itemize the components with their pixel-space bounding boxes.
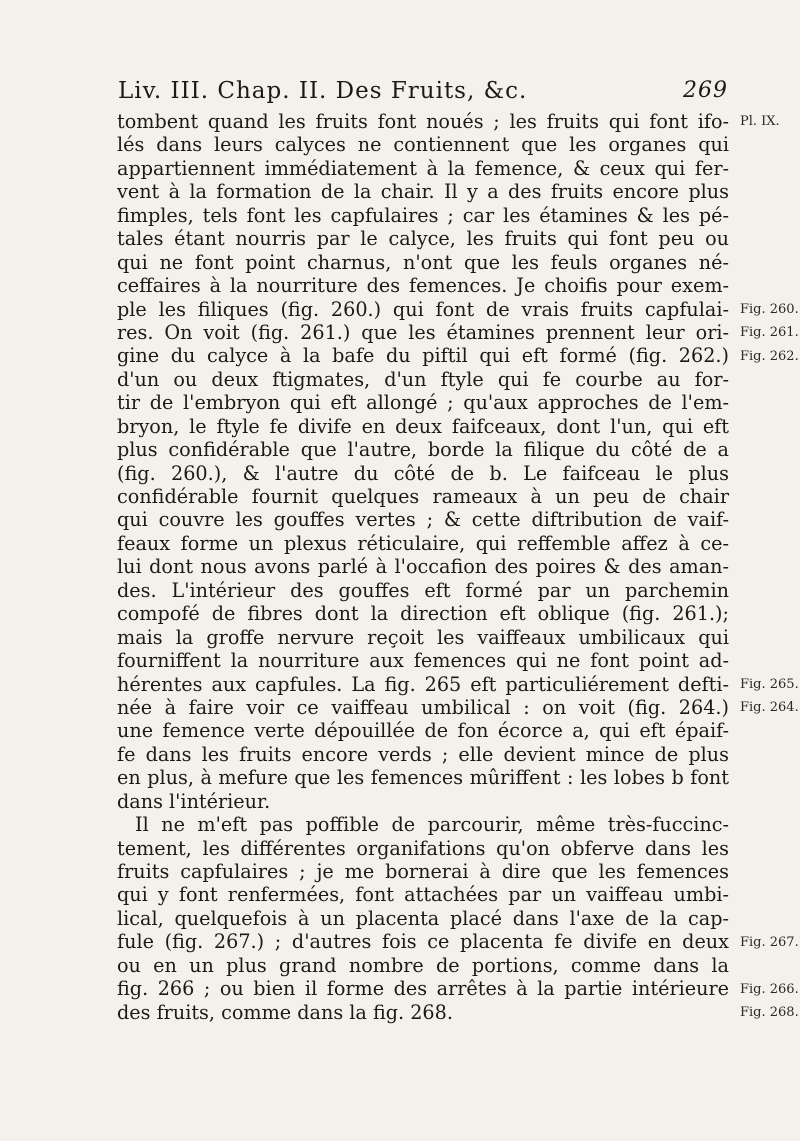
text-line: tales étant nourris par le calyce, les fruits qui font peu ou bbox=[117, 227, 729, 251]
running-title: Liv. III. Chap. II. Des Fruits, &c. bbox=[118, 78, 528, 104]
text-line: fruits capfulaires ; je me bornerai à dire que les femences bbox=[117, 860, 729, 883]
margin-figure-ref: Pl. IX. bbox=[740, 114, 780, 129]
text-line: hérentes aux capfules. La fig. 265 eft particuliérement defti- bbox=[117, 672, 729, 696]
margin-figure-ref: Fig. 266. bbox=[740, 981, 799, 997]
text-line: tombent quand les fruits font noués ; les fruits qui font ifo- bbox=[117, 110, 729, 133]
margin-figure-ref: Fig. 260. bbox=[740, 301, 799, 317]
text-line: tement, les différentes organifations qu'on obferve dans les bbox=[117, 836, 729, 860]
text-line: mais la groffe nervure reçoit les vaiffeaux umbilicaux qui bbox=[117, 625, 729, 649]
text-line: vent à la formation de la chair. Il y a des fruits encore plus bbox=[117, 180, 729, 204]
text-line: fourniffent la nourriture aux femences qui ne font point ad- bbox=[117, 649, 729, 673]
running-header bbox=[118, 76, 728, 106]
margin-figure-ref: Fig. 262. bbox=[740, 348, 799, 364]
text-line: lui dont nous avons parlé à l'occafion des poires & des aman- bbox=[117, 555, 729, 579]
page-number: 269 bbox=[683, 78, 728, 103]
text-line: appartiennent immédiatement à la femence, & ceux qui fer- bbox=[117, 156, 729, 180]
margin-figure-ref: Fig. 265. bbox=[740, 676, 799, 692]
text-line: feaux forme un plexus réticulaire, qui reffemble affez à ce- bbox=[117, 531, 729, 555]
text-line: née à faire voir ce vaiffeau umbilical : on voit (fig. 264.) bbox=[117, 695, 729, 719]
text-line: plus confidérable que l'autre, borde la filique du côté de a bbox=[117, 438, 729, 462]
text-line: gine du calyce à la bafe du piftil qui eft formé (fig. 262.) bbox=[117, 344, 729, 368]
text-line: tir de l'embryon qui eft allongé ; qu'aux approches de l'em- bbox=[117, 391, 729, 415]
text-line: fig. 266 ; ou bien il forme des arrêtes à la partie intérieure bbox=[117, 977, 729, 1001]
text-line: une femence verte dépouillée de fon écorce a, qui eft épaif- bbox=[117, 719, 729, 743]
text-line: ple les filiques (fig. 260.) qui font de vrais fruits capfulai- bbox=[117, 297, 729, 321]
text-line: fimples, tels font les capfulaires ; car les étamines & les pé- bbox=[117, 203, 729, 227]
text-line: fe dans les fruits encore verds ; elle devient mince de plus bbox=[117, 742, 729, 766]
text-line: des. L'intérieur des gouffes eft formé par un parchemin bbox=[117, 578, 729, 602]
text-line: qui y font renfermées, font attachées par un vaiffeau umbi- bbox=[117, 883, 729, 907]
text-line: en plus, à mefure que les femences mûriffent : les lobes b font bbox=[117, 766, 729, 790]
text-line: Il ne m'eft pas poffible de parcourir, même très-fuccinc- bbox=[135, 813, 729, 837]
text-line: compofé de fibres dont la direction eft oblique (fig. 261.); bbox=[117, 602, 729, 626]
text-line: qui ne font point charnus, n'ont que les feuls organes né- bbox=[117, 250, 729, 274]
text-line: lical, quelquefois à un placenta placé dans l'axe de la cap- bbox=[117, 906, 729, 930]
text-line: des fruits, comme dans la fig. 268. bbox=[117, 1000, 453, 1024]
text-line: dans l'intérieur. bbox=[117, 789, 271, 813]
margin-figure-ref: Fig. 267. bbox=[740, 934, 799, 950]
body-text bbox=[117, 110, 729, 1024]
text-line: qui couvre les gouffes vertes ; & cette diftribution de vaif- bbox=[117, 508, 729, 532]
margin-figure-ref: Fig. 268. bbox=[740, 1005, 799, 1021]
text-line: lés dans leurs calyces ne contiennent que les organes qui bbox=[117, 133, 729, 157]
text-line: bryon, le ftyle fe divife en deux faifceaux, dont l'un, qui eft bbox=[117, 414, 729, 438]
text-line: confidérable fournit quelques rameaux à un peu de chair bbox=[117, 485, 729, 508]
text-line: d'un ou deux ftigmates, d'un ftyle qui fe courbe au for- bbox=[117, 367, 729, 391]
text-line: ou en un plus grand nombre de portions, comme dans la bbox=[117, 953, 729, 977]
text-line: ceffaires à la nourriture des femences. Je choifis pour exem- bbox=[117, 274, 729, 298]
margin-figure-ref: Fig. 264. bbox=[740, 700, 799, 716]
text-line: res. On voit (fig. 261.) que les étamines prennent leur ori- bbox=[117, 320, 729, 344]
margin-figure-ref: Fig. 261. bbox=[740, 325, 799, 341]
text-line: fule (fig. 267.) ; d'autres fois ce placenta fe divife en deux bbox=[117, 930, 729, 954]
text-line: (fig. 260.), & l'autre du côté de b. Le faifceau le plus bbox=[117, 461, 729, 485]
